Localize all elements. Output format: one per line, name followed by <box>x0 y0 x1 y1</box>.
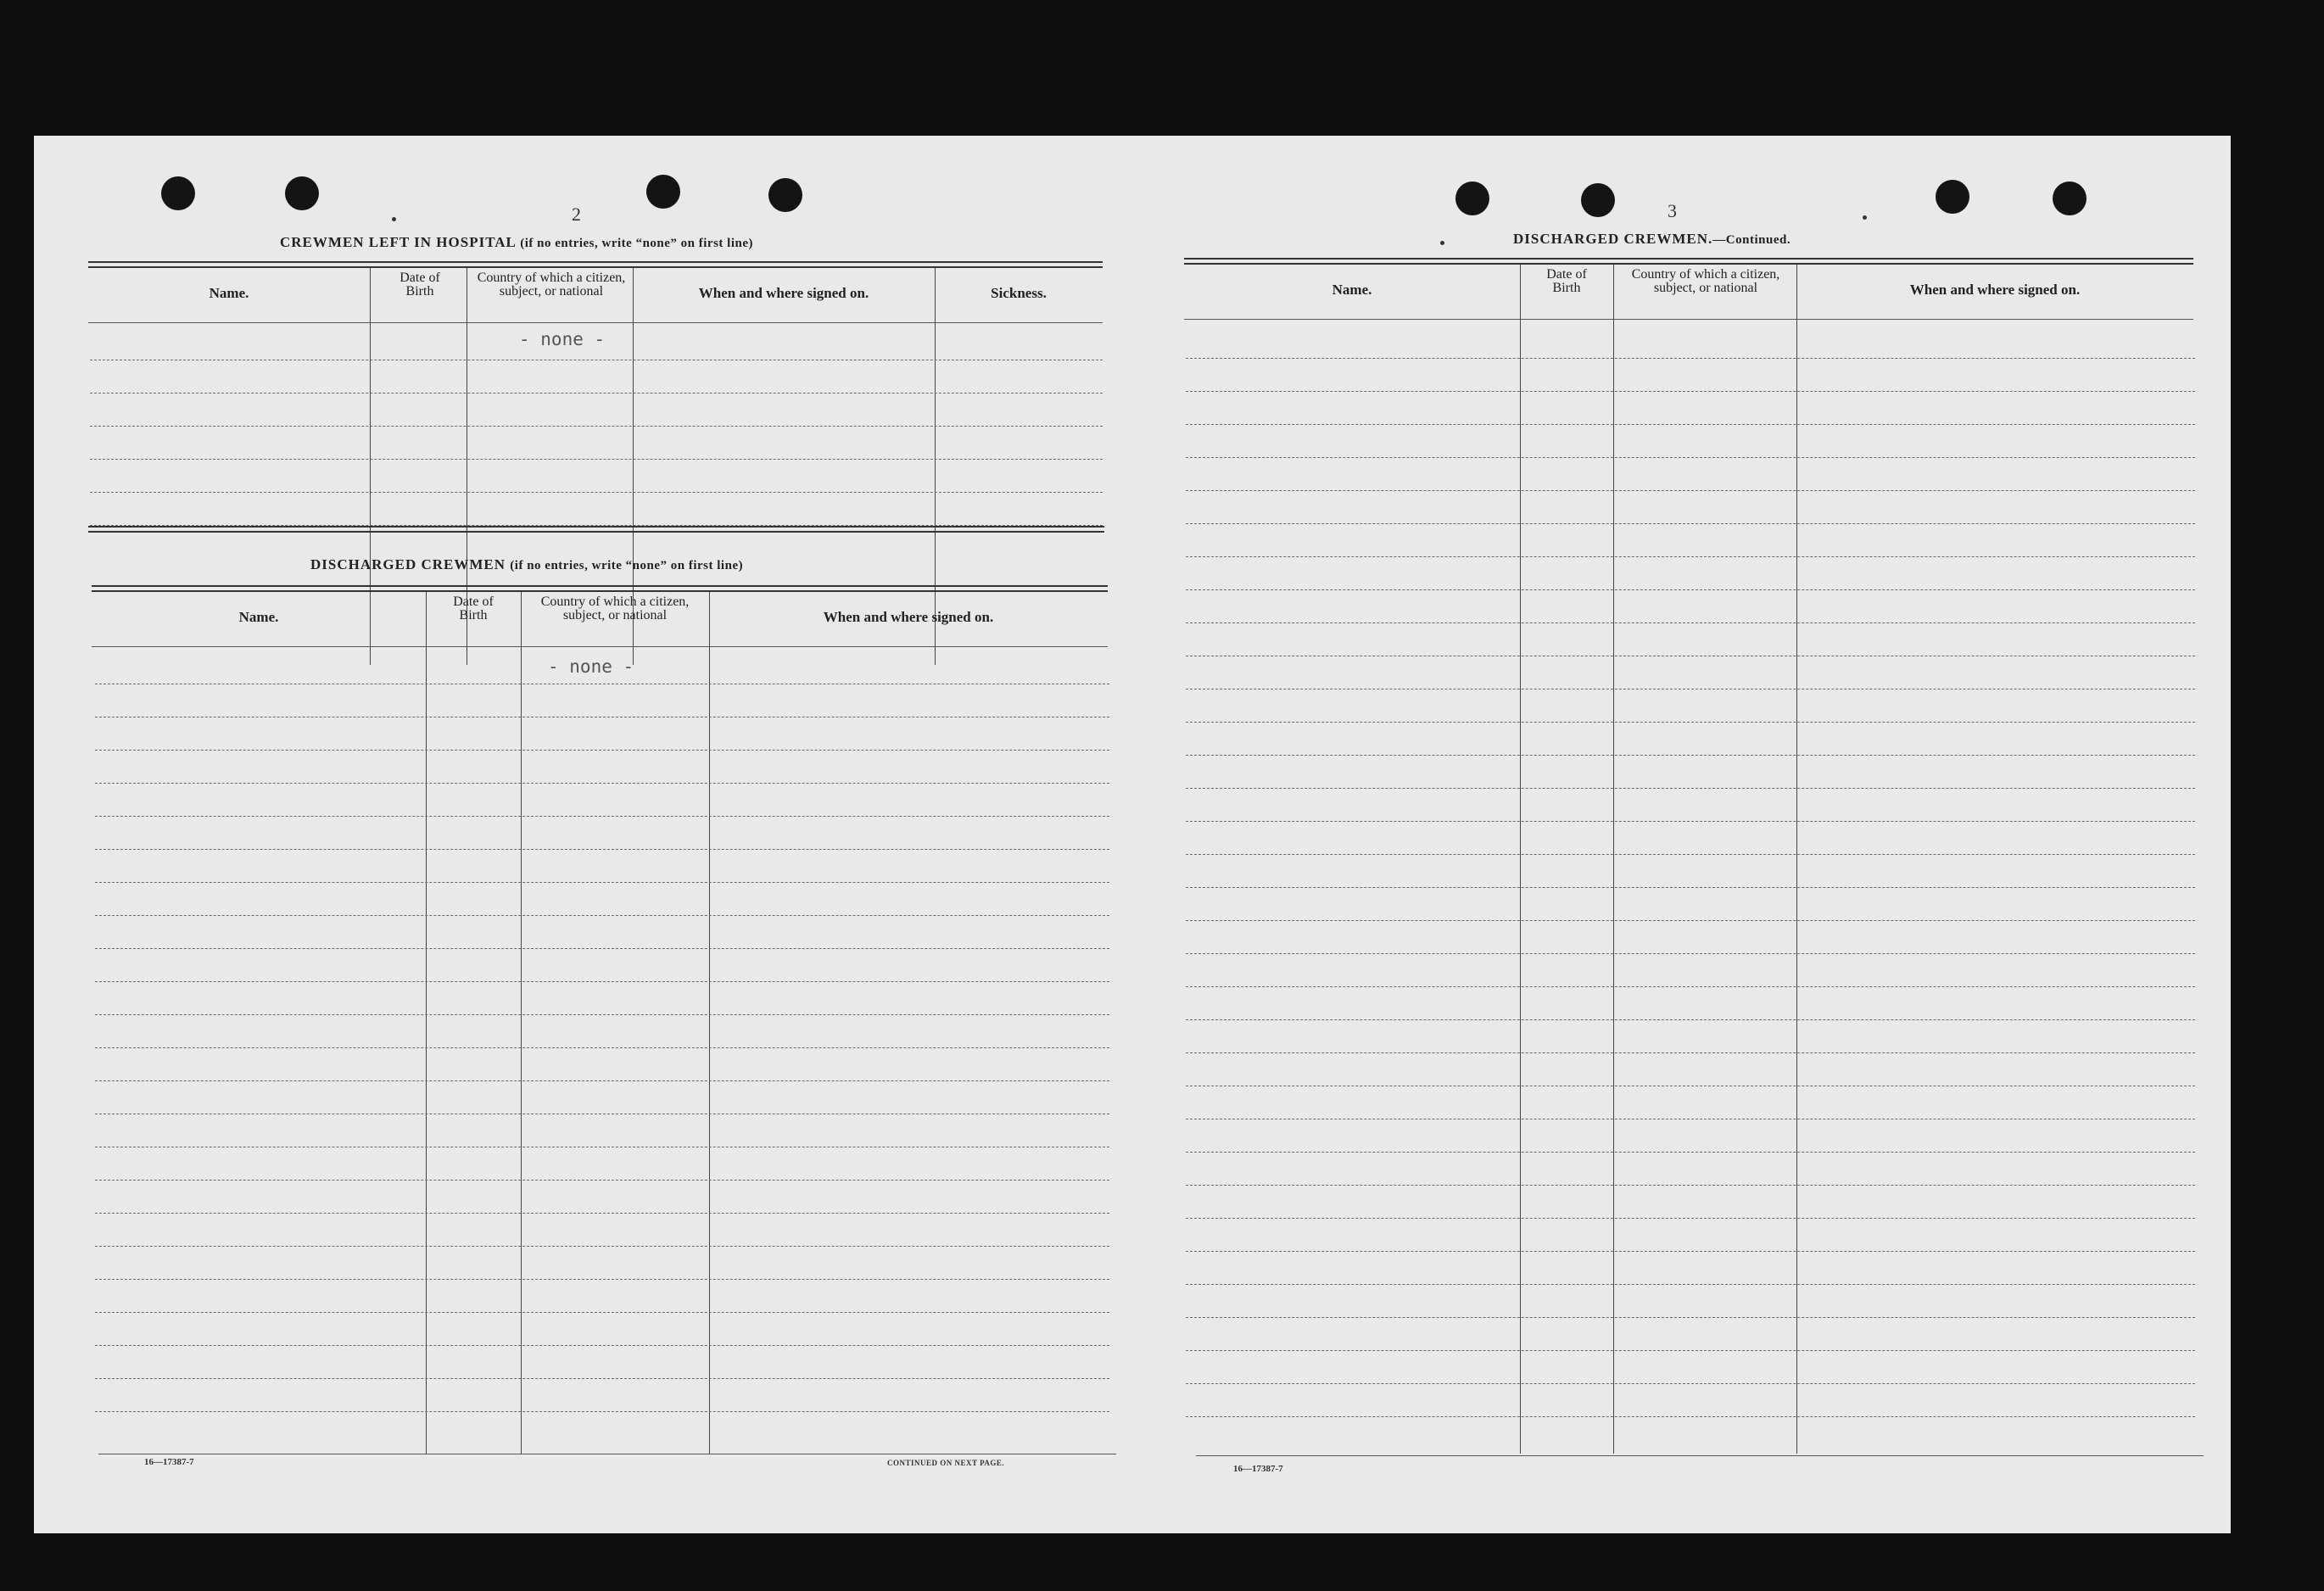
continued-title-text: DISCHARGED CREWMEN. <box>1513 231 1713 247</box>
entry-line <box>1186 358 2195 359</box>
entry-line <box>95 816 1109 817</box>
entry-line <box>95 1047 1109 1048</box>
form-number: 16—17387-7 <box>1233 1464 1283 1474</box>
col-header-dob: Date of Birth <box>1546 267 1587 295</box>
hospital-table-top-rule <box>88 261 1103 268</box>
col-header-dob: Date of Birth <box>453 595 494 622</box>
hospital-section-title <box>280 234 753 251</box>
right-header-rule <box>1184 319 2193 320</box>
entry-line <box>95 783 1109 784</box>
entry-line <box>1186 854 2195 855</box>
entry-line <box>1186 788 2195 789</box>
entry-line <box>1186 1052 2195 1053</box>
discharged-section-title <box>310 556 743 573</box>
form-sheet <box>34 136 2231 1533</box>
entry-line <box>1186 1284 2195 1285</box>
punch-hole <box>1936 180 1969 214</box>
speck <box>392 217 396 221</box>
column-divider <box>370 268 371 665</box>
entry-line <box>1186 1350 2195 1351</box>
col-header-name: Name. <box>1332 282 1372 298</box>
entry-line <box>1186 1185 2195 1186</box>
entry-line <box>1186 821 2195 822</box>
entry-line <box>95 915 1109 916</box>
entry-line <box>90 393 1103 394</box>
continued-note: CONTINUED ON NEXT PAGE. <box>887 1459 1005 1467</box>
discharged-header-rule <box>92 646 1108 647</box>
punch-hole <box>646 175 680 209</box>
entry-line <box>1186 523 2195 524</box>
entry-line <box>95 981 1109 982</box>
entry-line <box>1186 589 2195 590</box>
col-header-when: When and where signed on. <box>1909 282 2081 298</box>
continued-section-title <box>1513 231 1790 248</box>
hospital-title-text: CREWMEN LEFT IN HOSPITAL <box>280 234 516 250</box>
entry-line <box>90 426 1103 427</box>
speck <box>1863 215 1867 220</box>
punch-hole <box>768 178 802 212</box>
entry-line <box>95 1345 1109 1346</box>
entry-line <box>1186 391 2195 392</box>
col-header-country: Country of which a citizen, subject, or national <box>477 271 626 299</box>
column-divider <box>709 592 710 1454</box>
punch-hole <box>1581 183 1615 217</box>
page-number: 3 <box>1668 200 1677 221</box>
page-number: 2 <box>572 204 581 225</box>
col-header-name: Name. <box>209 285 249 301</box>
entry-line <box>1186 722 2195 723</box>
punch-hole <box>285 176 319 210</box>
col-header-name: Name. <box>238 609 279 625</box>
col-header-when: When and where signed on. <box>698 285 869 301</box>
column-divider <box>426 592 427 1454</box>
entry-line <box>95 849 1109 850</box>
hospital-header-rule <box>88 322 1103 323</box>
entry-line <box>1186 490 2195 491</box>
entry-line <box>90 459 1103 460</box>
entry-line <box>1186 920 2195 921</box>
entry-line <box>1186 1383 2195 1384</box>
entry-line <box>95 1014 1109 1015</box>
entry-line <box>1186 457 2195 458</box>
col-header-sickness: Sickness. <box>991 285 1047 301</box>
entry-line <box>1186 953 2195 954</box>
entry-line <box>95 750 1109 751</box>
entry-line <box>1186 1317 2195 1318</box>
column-divider <box>521 592 522 1454</box>
entry-line <box>1186 755 2195 756</box>
entry-line <box>1186 1019 2195 1020</box>
punch-hole <box>161 176 195 210</box>
entry-line <box>95 1180 1109 1181</box>
column-divider <box>1613 265 1614 1454</box>
right-table-bottom-rule <box>1196 1455 2204 1456</box>
punch-hole <box>2053 181 2087 215</box>
entry-line <box>95 1080 1109 1081</box>
discharged-entry-none: - none - <box>548 656 634 677</box>
entry-line <box>95 882 1109 883</box>
entry-line <box>95 1213 1109 1214</box>
punch-hole <box>1455 181 1489 215</box>
entry-line <box>1186 1152 2195 1153</box>
speck <box>1440 241 1444 245</box>
entry-line <box>1186 424 2195 425</box>
entry-line <box>1186 622 2195 623</box>
right-table-top-rule <box>1184 258 2193 265</box>
column-divider <box>935 268 936 665</box>
entry-line <box>90 492 1103 493</box>
entry-line <box>95 1411 1109 1412</box>
hospital-entry-none: - none - <box>519 329 606 349</box>
entry-line <box>1186 887 2195 888</box>
entry-line <box>95 1246 1109 1247</box>
entry-line <box>1186 1416 2195 1417</box>
discharged-table-top-rule <box>92 585 1108 592</box>
hospital-instruction: (if no entries, write “none” on first line) <box>520 237 753 250</box>
col-header-country: Country of which a citizen, subject, or national <box>1631 267 1780 295</box>
col-header-when: When and where signed on. <box>823 609 994 625</box>
entry-line <box>1186 986 2195 987</box>
entry-line <box>1186 1251 2195 1252</box>
col-header-country: Country of which a citizen, subject, or national <box>540 595 690 622</box>
entry-line <box>95 948 1109 949</box>
form-number: 16—17387-7 <box>144 1457 194 1467</box>
continued-title-suffix: —Continued. <box>1712 233 1791 247</box>
discharged-title-text: DISCHARGED CREWMEN <box>310 556 506 572</box>
discharged-instruction: (if no entries, write “none” on first line) <box>510 559 744 572</box>
entry-line <box>95 1378 1109 1379</box>
column-divider <box>1520 265 1521 1454</box>
entry-line <box>1186 1218 2195 1219</box>
column-divider <box>1796 265 1797 1454</box>
col-header-dob: Date of Birth <box>399 271 440 299</box>
hospital-table-bottom-rule <box>88 526 1104 533</box>
entry-line <box>95 1312 1109 1313</box>
entry-line <box>1186 556 2195 557</box>
entry-line <box>95 1279 1109 1280</box>
